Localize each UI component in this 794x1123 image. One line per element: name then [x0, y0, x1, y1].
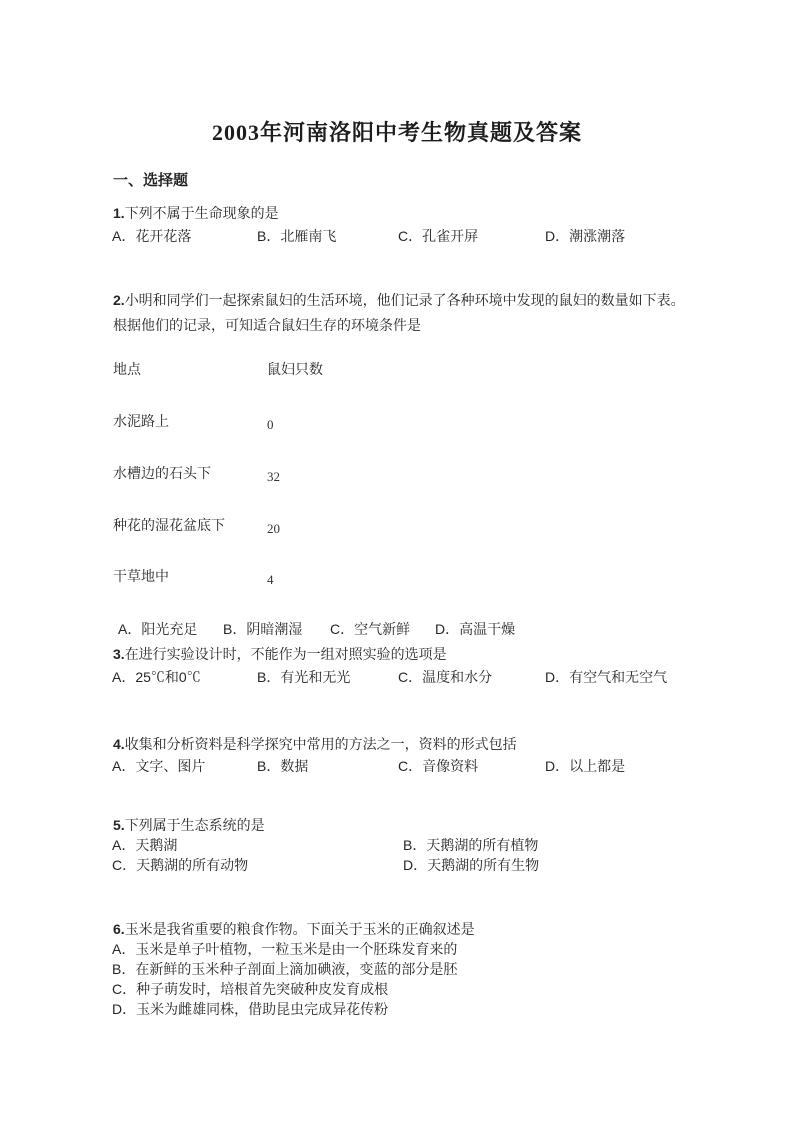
question-5-option-a: A．天鹅湖	[112, 837, 178, 853]
page-title: 2003年河南洛阳中考生物真题及答案	[211, 120, 582, 145]
question-4-option-d: D．以上都是	[545, 758, 626, 774]
table-row-3-location: 种花的湿花盆底下	[113, 517, 225, 533]
question-2-option-a: A．阳光充足	[118, 621, 198, 637]
question-2-option-d: D．高温干燥	[435, 621, 516, 637]
table-row-2-location: 水槽边的石头下	[113, 465, 211, 481]
question-5-stem	[113, 817, 265, 835]
table-row-1-location: 水泥路上	[113, 413, 169, 429]
question-2-text-line-1: 小明和同学们一起探索鼠妇的生活环境，他们记录了各种环境中发现的鼠妇的数量如下表。	[124, 292, 685, 308]
question-3-text: 在进行实验设计时，不能作为一组对照实验的选项是	[124, 646, 447, 662]
question-1-text: 下列不属于生命现象的是	[124, 205, 279, 221]
question-5-option-b: B．天鹅湖的所有植物	[403, 837, 539, 853]
question-6-option-d: D．玉米为雌雄同株，借助昆虫完成异花传粉	[112, 1001, 389, 1017]
question-1-option-a: A．花开花落	[112, 228, 192, 244]
question-3-option-d: D．有空气和无空气	[545, 669, 668, 685]
question-2-stem-line-2: 根据他们的记录，可知适合鼠妇生存的环境条件是	[113, 317, 421, 333]
table-header-location: 地点	[113, 361, 141, 377]
question-5-option-d: D．天鹅湖的所有生物	[403, 857, 540, 873]
question-1-option-c: C．孔雀开屏	[398, 228, 479, 244]
question-1-option-b: B．北雁南飞	[257, 228, 337, 244]
question-2-option-c: C．空气新鲜	[330, 621, 411, 637]
question-1-option-d: D．潮涨潮落	[545, 228, 626, 244]
question-4-option-b: B．数据	[257, 758, 309, 774]
question-6-number: 6.	[113, 921, 125, 937]
section-heading: 一、选择题	[113, 172, 189, 189]
question-3-option-b: B．有光和无光	[257, 669, 351, 685]
table-row-4-location: 干草地中	[113, 568, 169, 584]
question-6-option-c: C．种子萌发时，培根首先突破种皮发育成根	[112, 981, 389, 997]
table-row-4-count: 4	[267, 572, 274, 587]
question-3-stem	[113, 646, 447, 664]
table-row-2-count: 32	[267, 469, 280, 484]
question-1-stem	[113, 205, 279, 223]
question-5-number: 5.	[113, 817, 125, 833]
question-4-option-c: C．音像资料	[398, 758, 479, 774]
question-3-number: 3.	[113, 646, 125, 662]
question-6-option-b: B．在新鲜的玉米种子剖面上滴加碘液，变蓝的部分是胚	[112, 961, 458, 977]
question-3-option-c: C．温度和水分	[398, 669, 493, 685]
question-4-number: 4.	[113, 736, 125, 752]
question-4-option-a: A．文字、图片	[112, 758, 206, 774]
question-6-stem	[113, 921, 475, 939]
question-1-number: 1.	[113, 205, 125, 221]
question-2-option-b: B．阴暗潮湿	[223, 621, 303, 637]
question-6-text: 玉米是我省重要的粮食作物。下面关于玉米的正确叙述是	[124, 921, 475, 937]
question-5-option-c: C．天鹅湖的所有动物	[112, 857, 249, 873]
question-4-stem	[113, 736, 517, 754]
question-4-text: 收集和分析资料是科学探究中常用的方法之一，资料的形式包括	[124, 736, 517, 752]
question-2-number: 2.	[113, 292, 125, 308]
question-5-text: 下列属于生态系统的是	[124, 817, 265, 833]
table-row-3-count: 20	[267, 521, 280, 536]
table-row-1-count: 0	[267, 417, 274, 432]
question-6-option-a: A．玉米是单子叶植物，一粒玉米是由一个胚珠发育来的	[112, 941, 458, 957]
question-3-option-a: A．25℃和0℃	[112, 669, 201, 685]
question-2-stem-line-1	[113, 292, 685, 310]
table-header-count: 鼠妇只数	[267, 361, 323, 377]
